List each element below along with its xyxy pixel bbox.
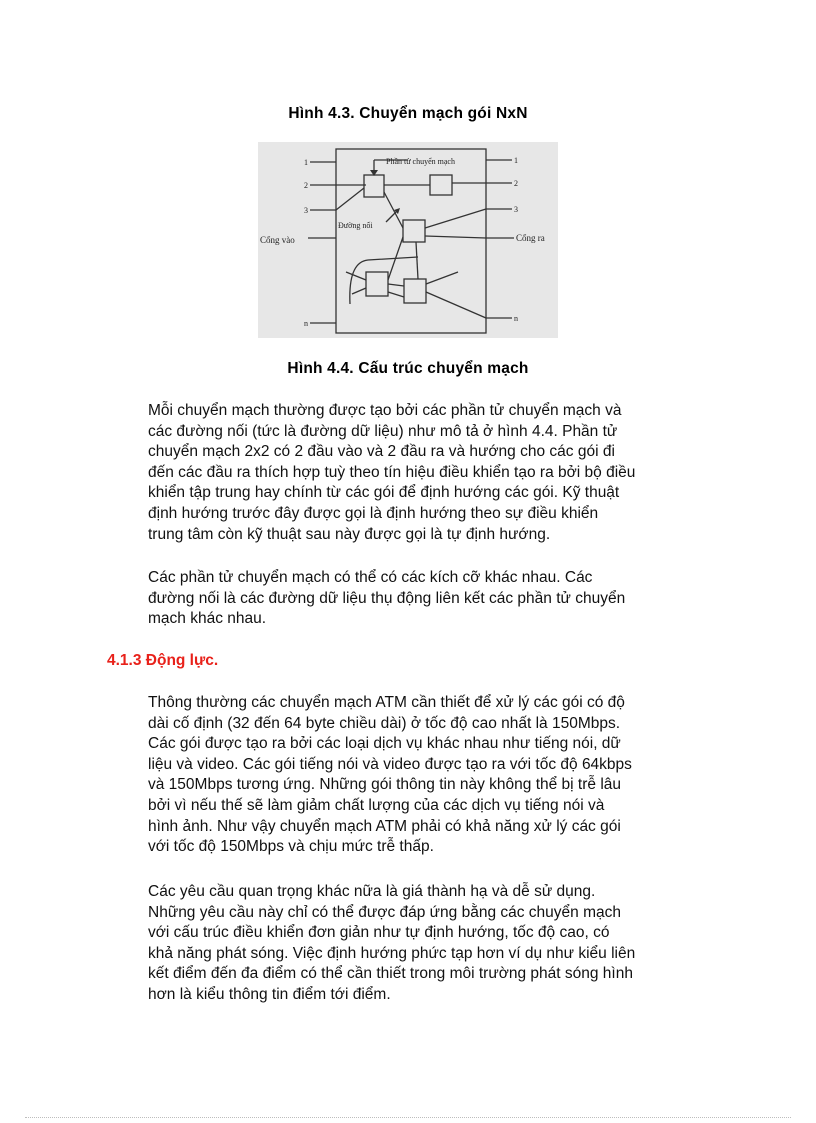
text-line: mạch khác nhau. [148,610,267,628]
text-line: với tốc độ 150Mbps và chịu mức trễ thấp. [148,838,434,856]
switch-element [364,175,384,197]
text-line: khả năng phát sóng. Việc định hướng phức tạp hơn ví dụ như kiểu liên [148,944,636,962]
text-line: hơn là kiểu thông tin điểm tới điểm. [148,985,391,1003]
input-label: 3 [304,206,308,215]
page-divider [25,1117,791,1118]
paragraph [148,568,708,630]
switch-structure-diagram [258,142,558,338]
text-line: định hướng trước đây được gọi là định hướng theo sự điều khiển [148,504,599,522]
text-line: Các gói được tạo ra bởi các loại dịch vụ khác nhau như tiếng nói, dữ [148,735,621,753]
text-line: đường nối là các đường dữ liệu thụ động liên kết các phần tử chuyển [148,589,626,607]
text-line: đến các đầu ra thích hợp tuỳ theo tín hiệu điều khiển tạo ra bởi bộ điều [148,463,636,481]
text-line: với cấu trúc điều khiển đơn giản như tự định hướng, tốc độ cao, có [148,924,610,942]
text-line: các đường nối (tức là đường dữ liệu) như mô tả ở hình 4.4. Phần tử [148,422,618,440]
text-line: chuyển mạch 2x2 có 2 đầu vào và 2 đầu ra và hướng cho các gói đi [148,443,615,461]
text-line: Các phần tử chuyển mạch có thể có các kích cỡ khác nhau. Các [148,569,593,586]
switch-structure-figure [258,142,558,338]
text-line: bởi vì nếu thế sẽ làm giảm chất lượng của các dịch vụ tiếng nói và [148,796,605,814]
text-line: Mỗi chuyển mạch thường được tạo bởi các phần tử chuyển mạch và [148,402,622,419]
switch-element [403,220,425,242]
switch-element [404,279,426,303]
figure-caption-switch: Hình 4.3. Chuyển mạch gói NxN [288,105,528,122]
output-label: 3 [514,205,518,214]
paragraph [148,693,708,858]
paragraph [148,401,708,545]
text-line: liệu và video. Các gói tiếng nói và video được tạo ra với tốc độ 64kbps [148,755,632,773]
output-label: n [514,314,518,323]
section-heading: 4.1.3 Động lực. [107,652,219,669]
text-line: hình ảnh. Như vậy chuyển mạch ATM phải có khả năng xử lý các gói [148,817,621,835]
text-line: Những yêu cầu này chỉ có thể được đáp ứng bằng các chuyển mạch [148,903,621,921]
input-label: 1 [304,158,308,167]
output-label: 1 [514,156,518,165]
label-output-ports: Cổng ra [516,233,545,243]
text-line: khiển tập trung hay chính từ các gói để định hướng các gói. Kỹ thuật [148,484,620,502]
text-line: trung tâm còn kỹ thuật sau này được gọi là tự định hướng. [148,525,551,543]
text-line: kết điểm đến đa điểm có thể cần thiết trong môi trường phát sóng hình [148,965,633,983]
switch-frame [336,149,486,333]
text-line: Các yêu cầu quan trọng khác nữa là giá thành hạ và dễ sử dụng. [148,883,596,900]
label-input-ports: Cổng vào [260,235,295,245]
input-label: n [304,319,308,328]
figure-caption-structure: Hình 4.4. Cấu trúc chuyển mạch [287,360,529,377]
output-label: 2 [514,179,518,188]
switch-element [430,175,452,195]
label-link: Đường nối [338,221,373,230]
text-line: Thông thường các chuyển mạch ATM cần thiết để xử lý các gói có độ [148,694,625,711]
text-line: và 150Mbps tương ứng. Những gói thông tin này không thể bị trễ lâu [148,776,622,794]
switch-element [366,272,388,296]
text-line: dài cố định (32 đến 64 byte chiều dài) ở tốc độ cao nhất là 150Mbps. [148,714,621,732]
paragraph [148,882,708,1006]
input-label: 2 [304,181,308,190]
label-switch-element: Phần tử chuyển mạch [386,157,455,166]
